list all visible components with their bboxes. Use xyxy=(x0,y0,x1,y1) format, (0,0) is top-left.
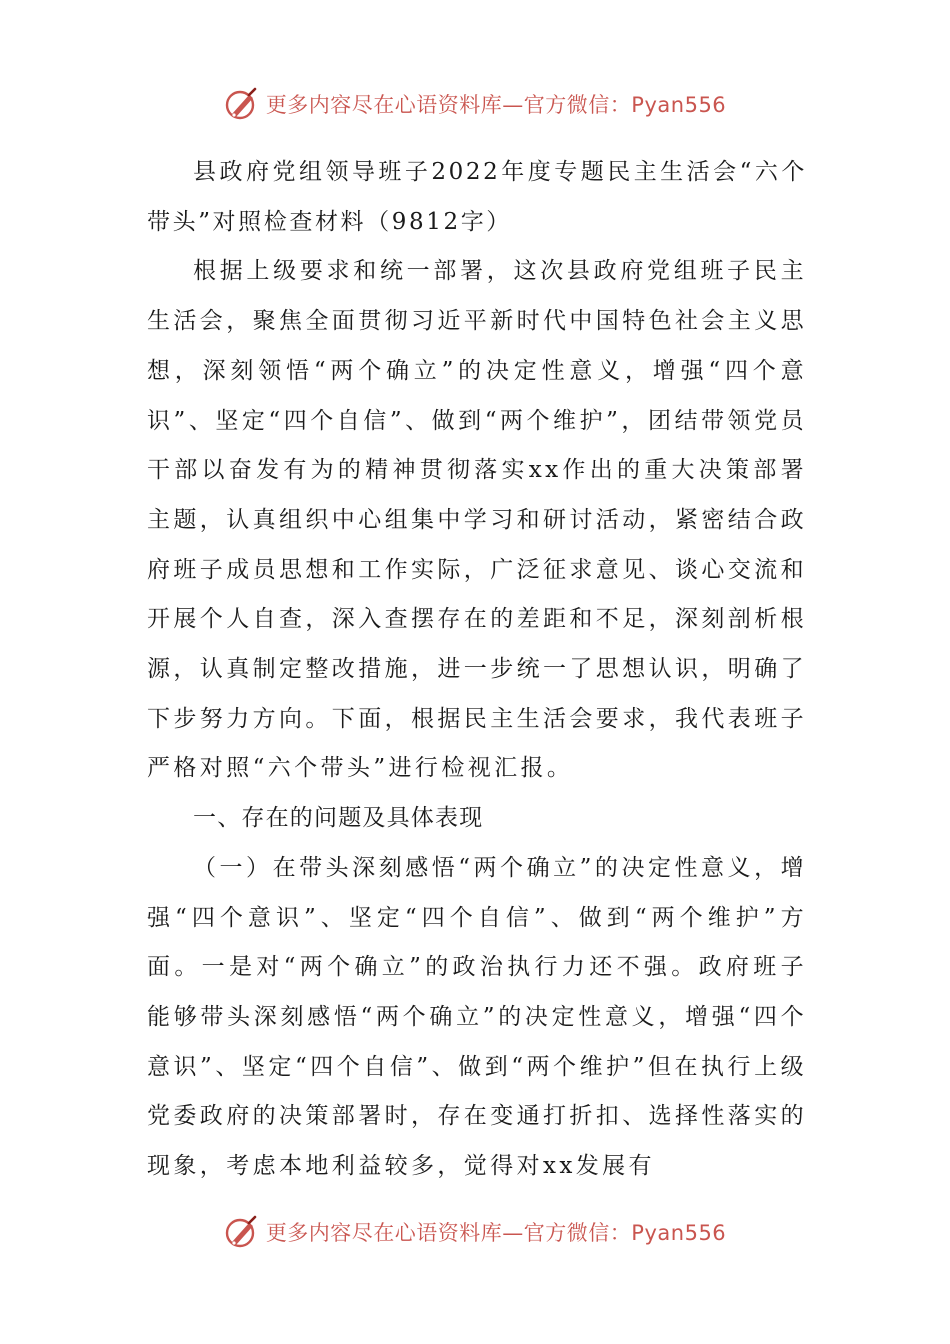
intro-paragraph: 根据上级要求和统一部署，这次县政府党组班子民主生活会，聚焦全面贯彻习近平新时代中国特色社会主义思想，深刻领悟“两个确立”的决定性意义，增强“四个意识”、坚定“四个自信”、做到“两个维护”，团结带领党员干部以奋发有为的精神贯彻落实xx作出的重大决策部署主题，认真组织中心组集中学习和研讨活动，紧密结合政府班子成员思想和工作实际，广泛征求意见、谈心交流和开展个人自查，深入查摆存在的差距和不足，深刻剖析根源，认真制定整改措施，进一步统一了思想认识，明确了下步努力方向。下面，根据民主生活会要求，我代表班子严格对照“六个带头”进行检视汇报。 xyxy=(147,258,807,782)
section-heading: 一、存在的问题及具体表现 xyxy=(193,805,484,832)
watermark-text: 更多内容尽在心语资料库—官方微信：Pyan556 xyxy=(265,93,727,117)
watermark-banner-top xyxy=(0,84,950,124)
document-title: 县政府党组领导班子2022年度专题民主生活会“六个带头”对照检查材料（9812字） xyxy=(147,159,807,235)
pen-circle-logo-icon xyxy=(224,1214,260,1250)
watermark-banner-bottom xyxy=(0,1212,950,1252)
watermark-text: 更多内容尽在心语资料库—官方微信：Pyan556 xyxy=(265,1221,727,1245)
pen-circle-logo-icon xyxy=(224,86,260,122)
document-body xyxy=(147,148,807,1192)
subsection-paragraph: （一）在带头深刻感悟“两个确立”的决定性意义，增强“四个意识”、坚定“四个自信”、做到“两个维护”方面。一是对“两个确立”的政治执行力还不强。政府班子能够带头深刻感悟“两个确立”的决定性意义，增强“四个意识”、坚定“四个自信”、做到“两个维护”但在执行上级党委政府的决策部署时，存在变通打折扣、选择性落实的现象，考虑本地利益较多，觉得对xx发展有 xyxy=(147,854,807,1180)
